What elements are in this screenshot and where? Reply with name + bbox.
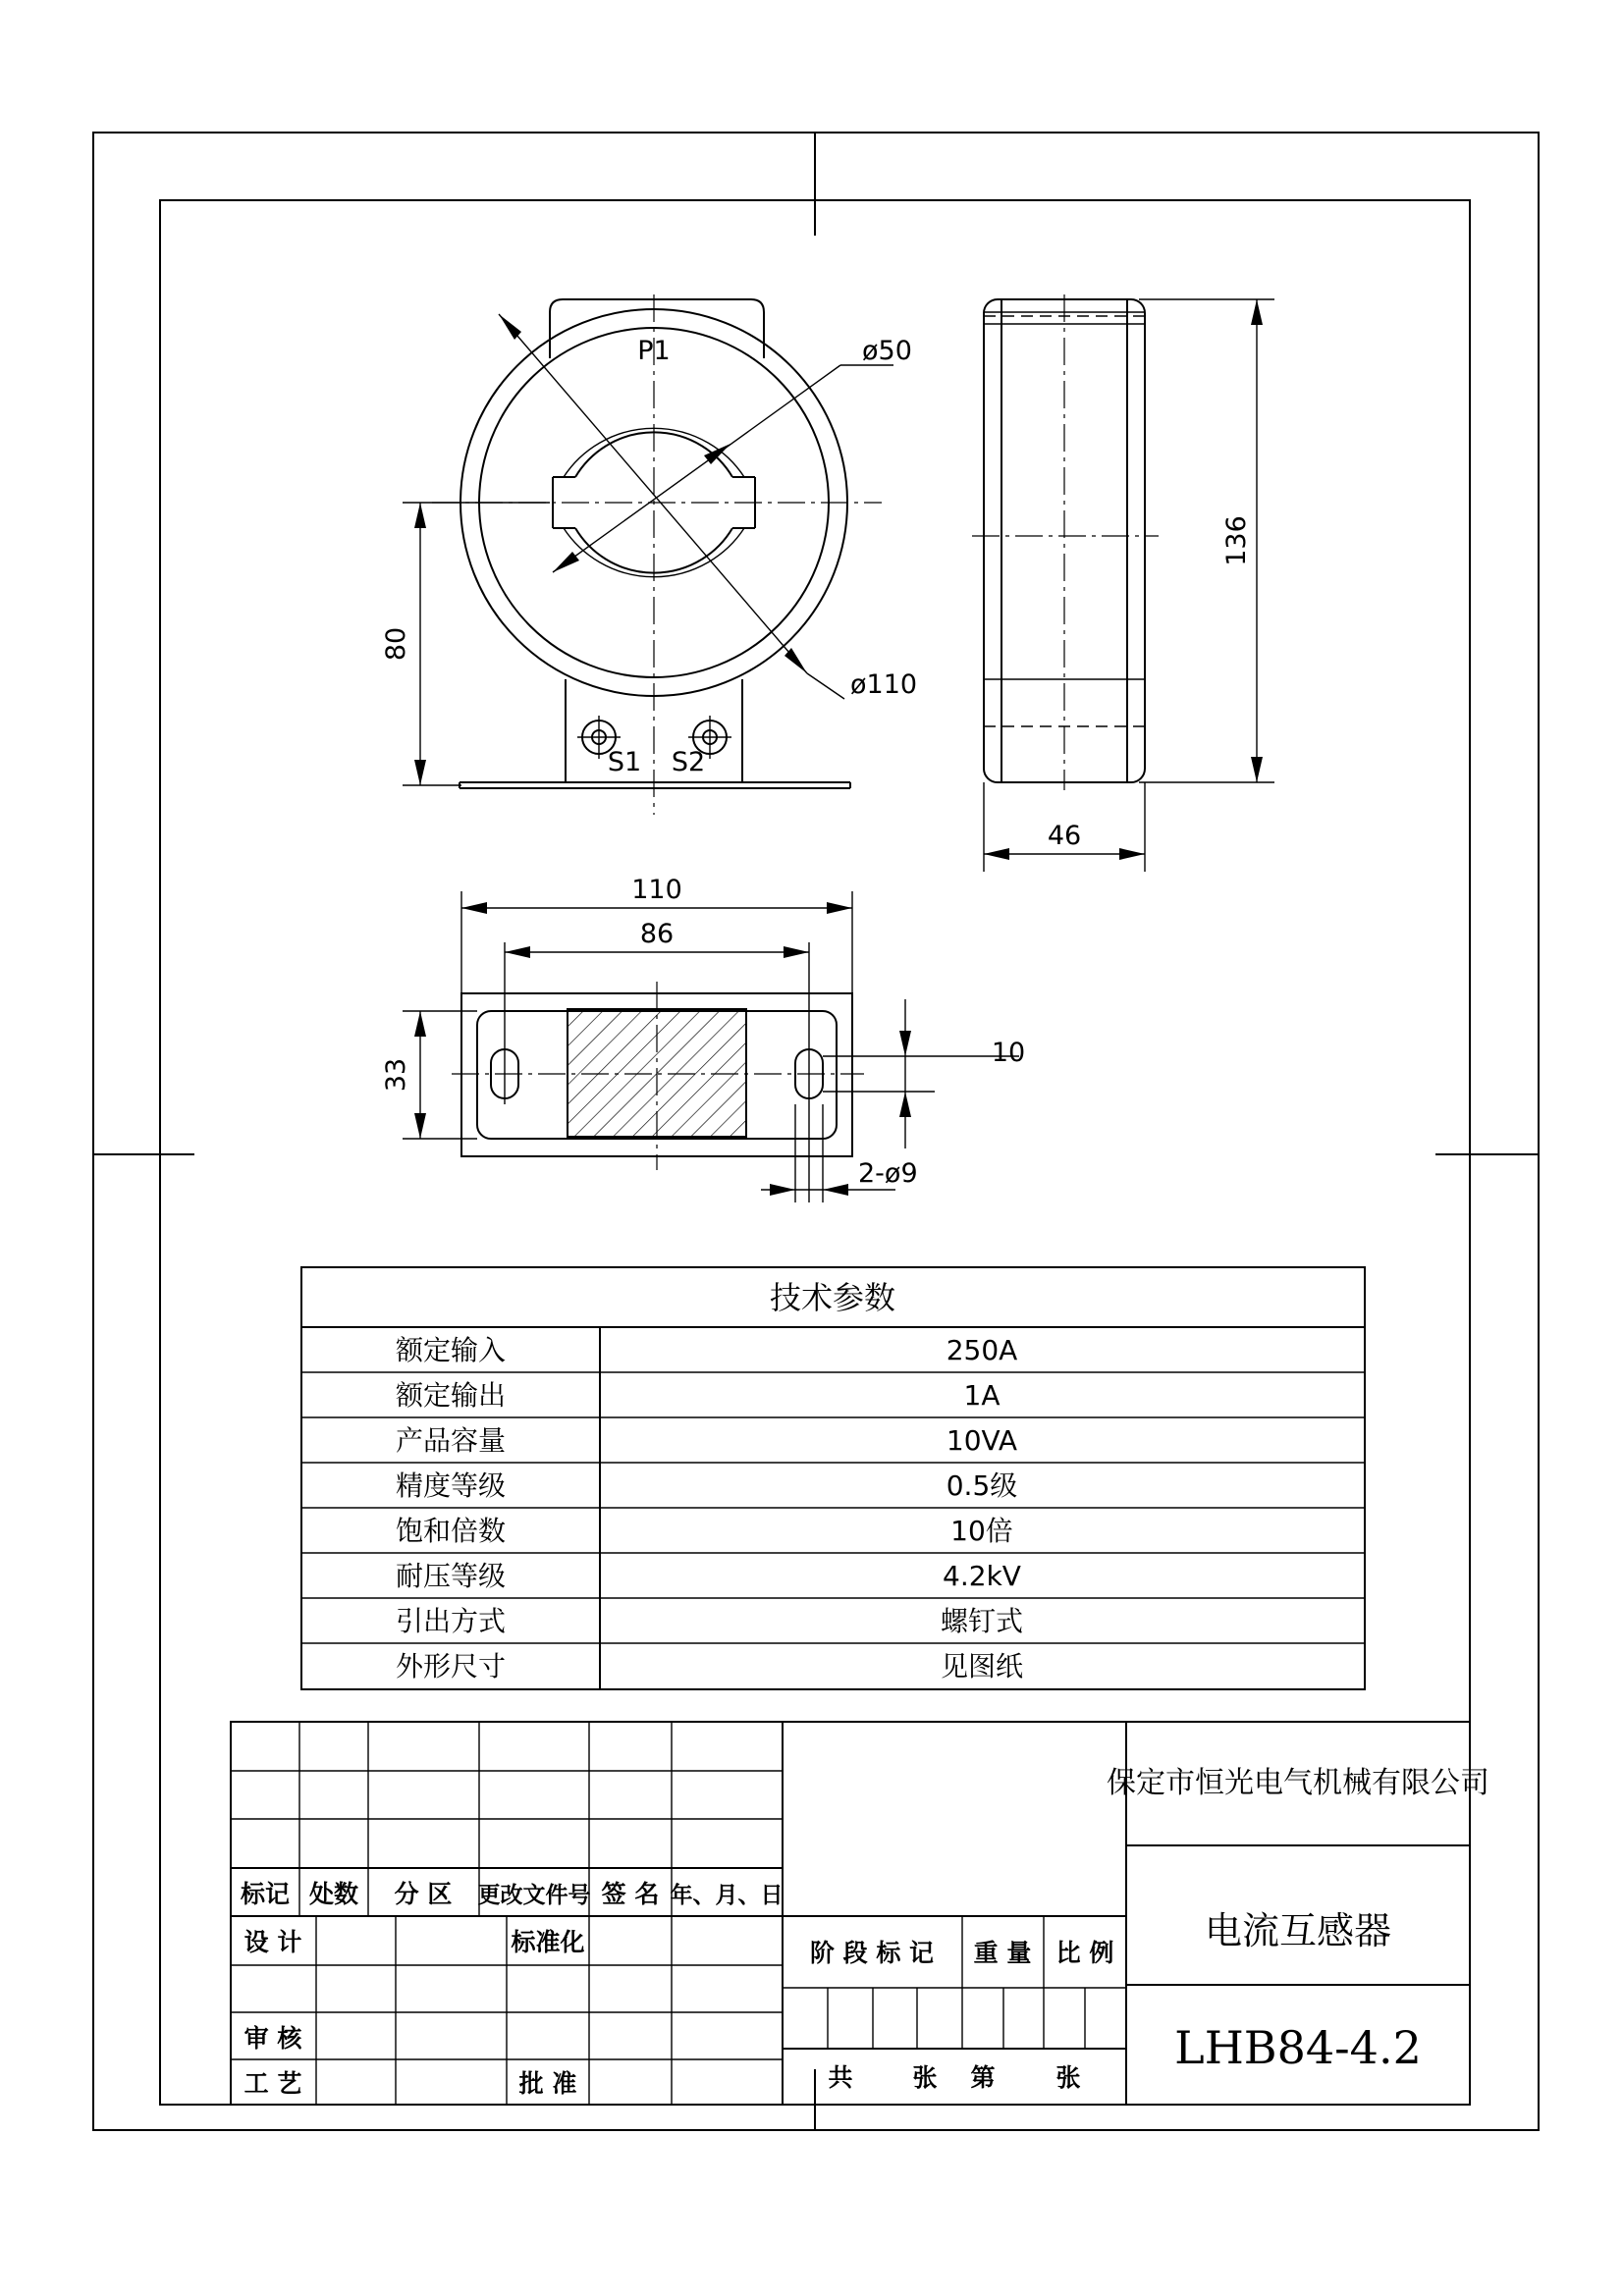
dim-leader-inner-dia bbox=[553, 365, 840, 572]
tb-company-name: 保定市恒光电气机械有限公司 bbox=[1107, 1766, 1489, 1800]
side-view bbox=[972, 294, 1274, 872]
spec-label-rated-output: 额定输出 bbox=[395, 1379, 507, 1412]
spec-table-title: 技术参数 bbox=[769, 1279, 896, 1316]
tb-header-mark: 标记 bbox=[240, 1880, 291, 1908]
sheet-frames bbox=[93, 133, 1539, 2130]
front-label-p1: P1 bbox=[637, 336, 671, 366]
spec-value-rated-output: 1A bbox=[963, 1379, 1001, 1412]
tb-header-zone: 分 区 bbox=[394, 1880, 453, 1908]
dim-leader-outer-dia bbox=[499, 314, 807, 673]
tb-approval-label: 批 准 bbox=[518, 2069, 577, 2098]
spec-value-dimensions: 见图纸 bbox=[940, 1650, 1024, 1682]
tb-header-change-doc: 更改文件号 bbox=[477, 1883, 591, 1908]
spec-value-capacity: 10VA bbox=[946, 1424, 1018, 1457]
outer-trim-border bbox=[93, 133, 1539, 2130]
tb-standardization-label: 标准化 bbox=[511, 1928, 585, 1956]
dim-text-side-height: 136 bbox=[1221, 515, 1252, 566]
spec-label-withstand: 耐压等级 bbox=[395, 1560, 507, 1592]
spec-value-saturation: 10倍 bbox=[950, 1515, 1013, 1547]
dim-text-slot-width: 10 bbox=[991, 1038, 1026, 1068]
spec-label-accuracy: 精度等级 bbox=[395, 1469, 507, 1502]
dim-text-base-width: 33 bbox=[381, 1057, 411, 1093]
tb-sheet-no-label: 第 bbox=[970, 2063, 996, 2092]
dim-text-overall-length: 110 bbox=[631, 875, 682, 905]
tb-sheets-total-label: 共 bbox=[828, 2063, 853, 2092]
front-view bbox=[403, 294, 893, 815]
tb-stage-mark-label: 阶 段 标 记 bbox=[809, 1939, 935, 1967]
spec-label-rated-input: 额定输入 bbox=[395, 1334, 507, 1366]
dim-text-outer-dia: ø110 bbox=[850, 669, 918, 700]
spec-value-lead-type: 螺钉式 bbox=[940, 1605, 1024, 1637]
front-label-s1: S1 bbox=[607, 747, 642, 777]
spec-value-withstand: 4.2kV bbox=[943, 1560, 1021, 1592]
tb-sheets-unit-2: 张 bbox=[1055, 2063, 1081, 2092]
tb-drawing-name: 电流互感器 bbox=[1204, 1909, 1392, 1952]
dim-text-center-height: 80 bbox=[381, 626, 411, 662]
spec-label-capacity: 产品容量 bbox=[395, 1424, 507, 1457]
tb-sheets-unit-1: 张 bbox=[912, 2063, 938, 2092]
spec-label-lead-type: 引出方式 bbox=[395, 1605, 507, 1637]
tb-header-count: 处数 bbox=[308, 1880, 359, 1908]
tb-scale-label: 比 例 bbox=[1055, 1939, 1114, 1967]
dim-text-hole-dia: 2-ø9 bbox=[858, 1158, 918, 1189]
dim-text-side-width: 46 bbox=[1047, 821, 1082, 851]
tb-header-date: 年、月、日 bbox=[670, 1883, 784, 1908]
tb-process-label: 工 艺 bbox=[243, 2069, 302, 2098]
spec-value-accuracy: 0.5级 bbox=[946, 1469, 1018, 1502]
front-label-s2: S2 bbox=[671, 747, 706, 777]
spec-label-saturation: 饱和倍数 bbox=[395, 1515, 507, 1547]
bottom-view bbox=[403, 891, 1019, 1202]
tb-review-label: 审 核 bbox=[243, 2024, 302, 2053]
tb-design-label: 设 计 bbox=[243, 1928, 302, 1956]
tb-drawing-number: LHB84-4.2 bbox=[1174, 2021, 1422, 2074]
tb-weight-label: 重 量 bbox=[973, 1939, 1032, 1967]
spec-label-dimensions: 外形尺寸 bbox=[395, 1650, 507, 1682]
spec-value-rated-input: 250A bbox=[946, 1334, 1018, 1366]
dim-text-hole-spacing: 86 bbox=[639, 919, 675, 949]
dim-text-inner-dia: ø50 bbox=[862, 336, 912, 366]
tb-header-signature: 签 名 bbox=[601, 1880, 660, 1908]
